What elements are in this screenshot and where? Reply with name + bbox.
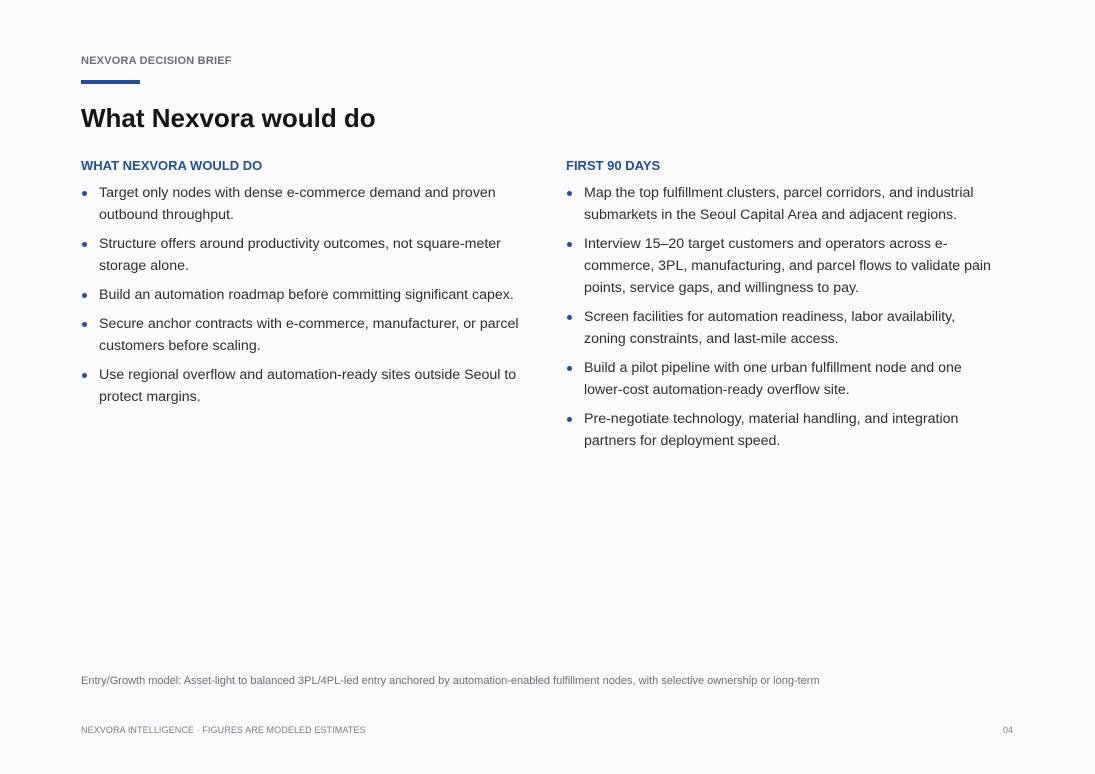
list-item (81, 284, 527, 306)
list-item (566, 357, 998, 401)
list-item-text: Build an automation roadmap before committing significant capex. (99, 287, 514, 303)
bullet-dot-icon (82, 293, 87, 298)
list-item (566, 182, 998, 226)
list-item-text: Build a pilot pipeline with one urban fulfillment node and one lower-cost automation-ready overflow site. (584, 360, 962, 398)
left-column (81, 158, 527, 415)
list-item (81, 182, 527, 226)
footer-text: NEXVORA INTELLIGENCE · FIGURES ARE MODELED ESTIMATES (81, 725, 366, 735)
bullet-dot-icon (567, 417, 572, 422)
list-item-text: Structure offers around productivity outcomes, not square-meter storage alone. (99, 236, 501, 274)
right-bullet-list (566, 182, 998, 452)
bullet-dot-icon (567, 366, 572, 371)
list-item (566, 233, 998, 299)
list-item (566, 306, 998, 350)
bullet-dot-icon (567, 242, 572, 247)
footnote: Entry/Growth model: Asset-light to balanced 3PL/4PL-led entry anchored by automation-enabled fulfillment nodes, with selective ownership or long-term (81, 675, 820, 687)
accent-bar (81, 80, 140, 84)
bullet-dot-icon (567, 191, 572, 196)
list-item (81, 364, 527, 408)
list-item (81, 233, 527, 277)
list-item-text: Map the top fulfillment clusters, parcel corridors, and industrial submarkets in the Seoul Capital Area and adjacent regions. (584, 185, 974, 223)
bullet-dot-icon (82, 242, 87, 247)
bullet-dot-icon (82, 373, 87, 378)
list-item-text: Pre-negotiate technology, material handling, and integration partners for deployment speed. (584, 411, 959, 449)
bullet-dot-icon (567, 315, 572, 320)
bullet-dot-icon (82, 191, 87, 196)
left-bullet-list (81, 182, 527, 408)
brief-eyebrow: NEXVORA DECISION BRIEF (81, 55, 232, 67)
right-column (566, 158, 998, 459)
list-item-text: Use regional overflow and automation-ready sites outside Seoul to protect margins. (99, 367, 517, 405)
list-item-text: Interview 15–20 target customers and operators across e-commerce, 3PL, manufacturing, and parcel flows to validate pain points, service gaps, and willingness to pay. (584, 236, 991, 296)
right-column-heading: FIRST 90 DAYS (566, 158, 661, 173)
list-item-text: Screen facilities for automation readiness, labor availability, zoning constraints, and last-mile access. (584, 309, 956, 347)
list-item-text: Target only nodes with dense e-commerce demand and proven outbound throughput. (99, 185, 496, 223)
page-number: 04 (1002, 725, 1013, 735)
left-column-heading: WHAT NEXVORA WOULD DO (81, 158, 263, 173)
bullet-dot-icon (82, 322, 87, 327)
list-item-text: Secure anchor contracts with e-commerce, manufacturer, or parcel customers before scaling. (99, 316, 519, 354)
list-item (566, 408, 998, 452)
list-item (81, 313, 527, 357)
page-title: What Nexvora would do (81, 103, 376, 133)
